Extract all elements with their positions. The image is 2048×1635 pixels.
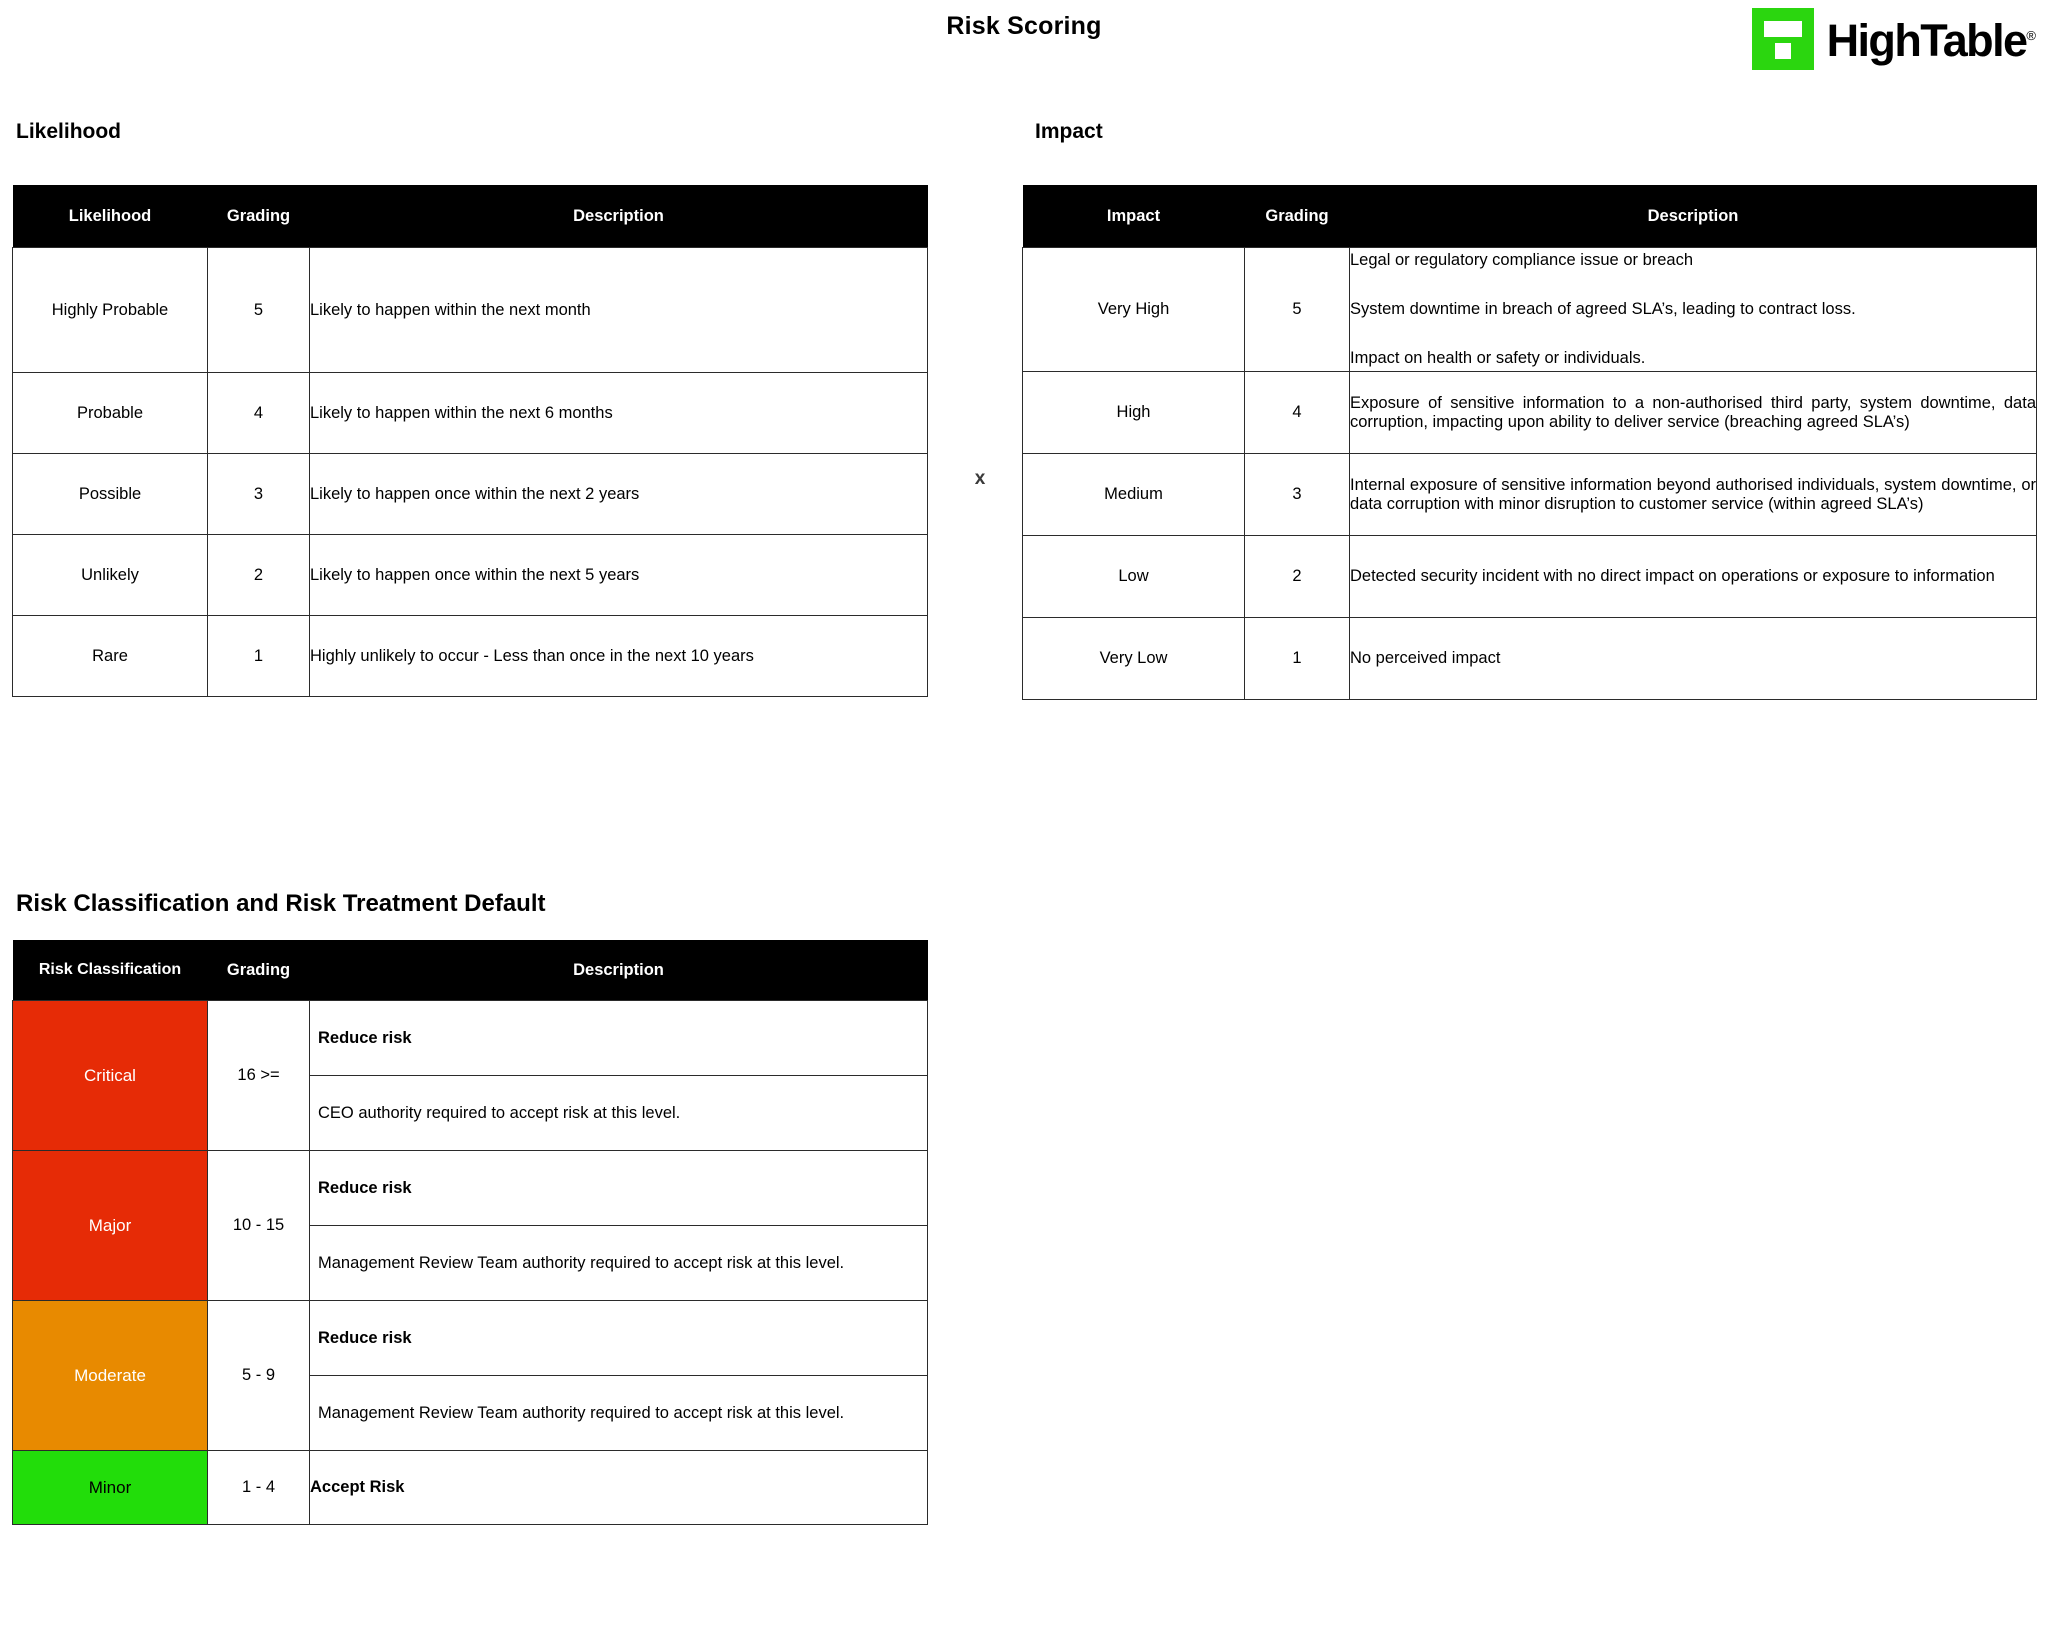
risk-classification-label: Moderate [13, 1301, 208, 1451]
risk-treatment-label: Accept Risk [310, 1451, 928, 1525]
table-row [13, 1451, 928, 1525]
table-row [1023, 454, 2037, 536]
impact-description: Exposure of sensitive information to a non-authorised third party, system downtime, data corruption, impacting upon ability to deliver service (breaching agreed SLA’s) [1350, 372, 2037, 454]
table-row [13, 454, 928, 535]
impact-table [1022, 185, 2037, 700]
risk-treatment-label: Reduce risk [310, 1001, 927, 1076]
likelihood-grading: 2 [208, 535, 310, 616]
risk-classification-label: Minor [13, 1451, 208, 1525]
risk-classification-grading: 10 - 15 [208, 1151, 310, 1301]
risk-classification-table [12, 940, 928, 1525]
impact-grading: 4 [1245, 372, 1350, 454]
classification-section-heading: Risk Classification and Risk Treatment Default [16, 890, 546, 917]
column-header-description: Description [1350, 185, 2037, 248]
risk-classification-grading: 1 - 4 [208, 1451, 310, 1525]
risk-classification-label: Major [13, 1151, 208, 1301]
impact-label: Very Low [1023, 618, 1245, 700]
likelihood-grading: 1 [208, 616, 310, 697]
impact-section-heading: Impact [1035, 120, 1103, 143]
impact-description: No perceived impact [1350, 618, 2037, 700]
column-header-grading: Grading [1245, 185, 1350, 248]
risk-classification-description [310, 1001, 928, 1151]
risk-classification-description [310, 1301, 928, 1451]
column-header-risk-classification: Risk Classification [13, 940, 208, 1001]
impact-grading: 2 [1245, 536, 1350, 618]
table-header-row [1023, 185, 2037, 248]
impact-label: Medium [1023, 454, 1245, 536]
table-row [13, 373, 928, 454]
impact-description-line: Legal or regulatory compliance issue or breach [1350, 251, 1694, 269]
likelihood-description: Likely to happen within the next month [310, 248, 928, 373]
table-row [1023, 248, 2037, 372]
column-header-grading: Grading [208, 185, 310, 248]
impact-description-line: Impact on health or safety or individuals. [1350, 349, 1646, 367]
likelihood-description: Likely to happen within the next 6 months [310, 373, 928, 454]
logo-square-shape [1775, 43, 1791, 59]
risk-treatment-label: Reduce risk [310, 1151, 927, 1226]
likelihood-section-heading: Likelihood [16, 120, 121, 143]
column-header-description: Description [310, 940, 928, 1001]
impact-grading: 5 [1245, 248, 1350, 372]
impact-description: Internal exposure of sensitive information beyond authorised individuals, system downtime, or data corruption with minor disruption to customer service (within agreed SLA’s) [1350, 454, 2037, 536]
table-row [13, 1301, 928, 1451]
likelihood-grading: 3 [208, 454, 310, 535]
table-row [1023, 372, 2037, 454]
likelihood-grading: 4 [208, 373, 310, 454]
column-header-description: Description [310, 185, 928, 248]
column-header-likelihood: Likelihood [13, 185, 208, 248]
risk-authority-label: Management Review Team authority required to accept risk at this level. [318, 1253, 845, 1272]
risk-authority-label: CEO authority required to accept risk at this level. [318, 1103, 681, 1122]
risk-classification-label: Critical [13, 1001, 208, 1151]
impact-description-line: System downtime in breach of agreed SLA’s, leading to contract loss. [1350, 300, 1856, 318]
likelihood-description: Likely to happen once within the next 2 years [310, 454, 928, 535]
table-row [13, 248, 928, 373]
table-row [13, 1001, 928, 1151]
table-header-row [13, 940, 928, 1001]
table-row [1023, 536, 2037, 618]
brand-wordmark [1826, 14, 2036, 66]
table-row [13, 535, 928, 616]
likelihood-label: Highly Probable [13, 248, 208, 373]
registered-mark: ® [2026, 27, 2036, 43]
hightable-logo [1752, 8, 2036, 70]
risk-authority-label: Management Review Team authority required to accept risk at this level. [318, 1403, 845, 1422]
page-title: Risk Scoring [946, 12, 1102, 40]
impact-grading: 1 [1245, 618, 1350, 700]
impact-label: Low [1023, 536, 1245, 618]
brand-name: HighTable [1826, 14, 2027, 66]
table-row [13, 616, 928, 697]
impact-description: Detected security incident with no direct impact on operations or exposure to information [1350, 536, 2037, 618]
multiply-operator: x [974, 468, 986, 489]
likelihood-description: Highly unlikely to occur - Less than once in the next 10 years [310, 616, 928, 697]
likelihood-label: Possible [13, 454, 208, 535]
logo-bar-shape [1764, 21, 1802, 37]
hightable-logo-mark-icon [1752, 8, 1814, 70]
risk-classification-grading: 16 >= [208, 1001, 310, 1151]
column-header-impact: Impact [1023, 185, 1245, 248]
column-header-grading: Grading [208, 940, 310, 1001]
likelihood-label: Unlikely [13, 535, 208, 616]
impact-label: Very High [1023, 248, 1245, 372]
impact-grading: 3 [1245, 454, 1350, 536]
table-header-row [13, 185, 928, 248]
likelihood-table [12, 185, 928, 697]
likelihood-grading: 5 [208, 248, 310, 373]
impact-label: High [1023, 372, 1245, 454]
impact-description [1350, 248, 2037, 372]
risk-classification-description [310, 1151, 928, 1301]
likelihood-description: Likely to happen once within the next 5 years [310, 535, 928, 616]
likelihood-label: Rare [13, 616, 208, 697]
risk-classification-grading: 5 - 9 [208, 1301, 310, 1451]
risk-treatment-label: Reduce risk [310, 1301, 927, 1376]
table-row [13, 1151, 928, 1301]
likelihood-label: Probable [13, 373, 208, 454]
table-row [1023, 618, 2037, 700]
